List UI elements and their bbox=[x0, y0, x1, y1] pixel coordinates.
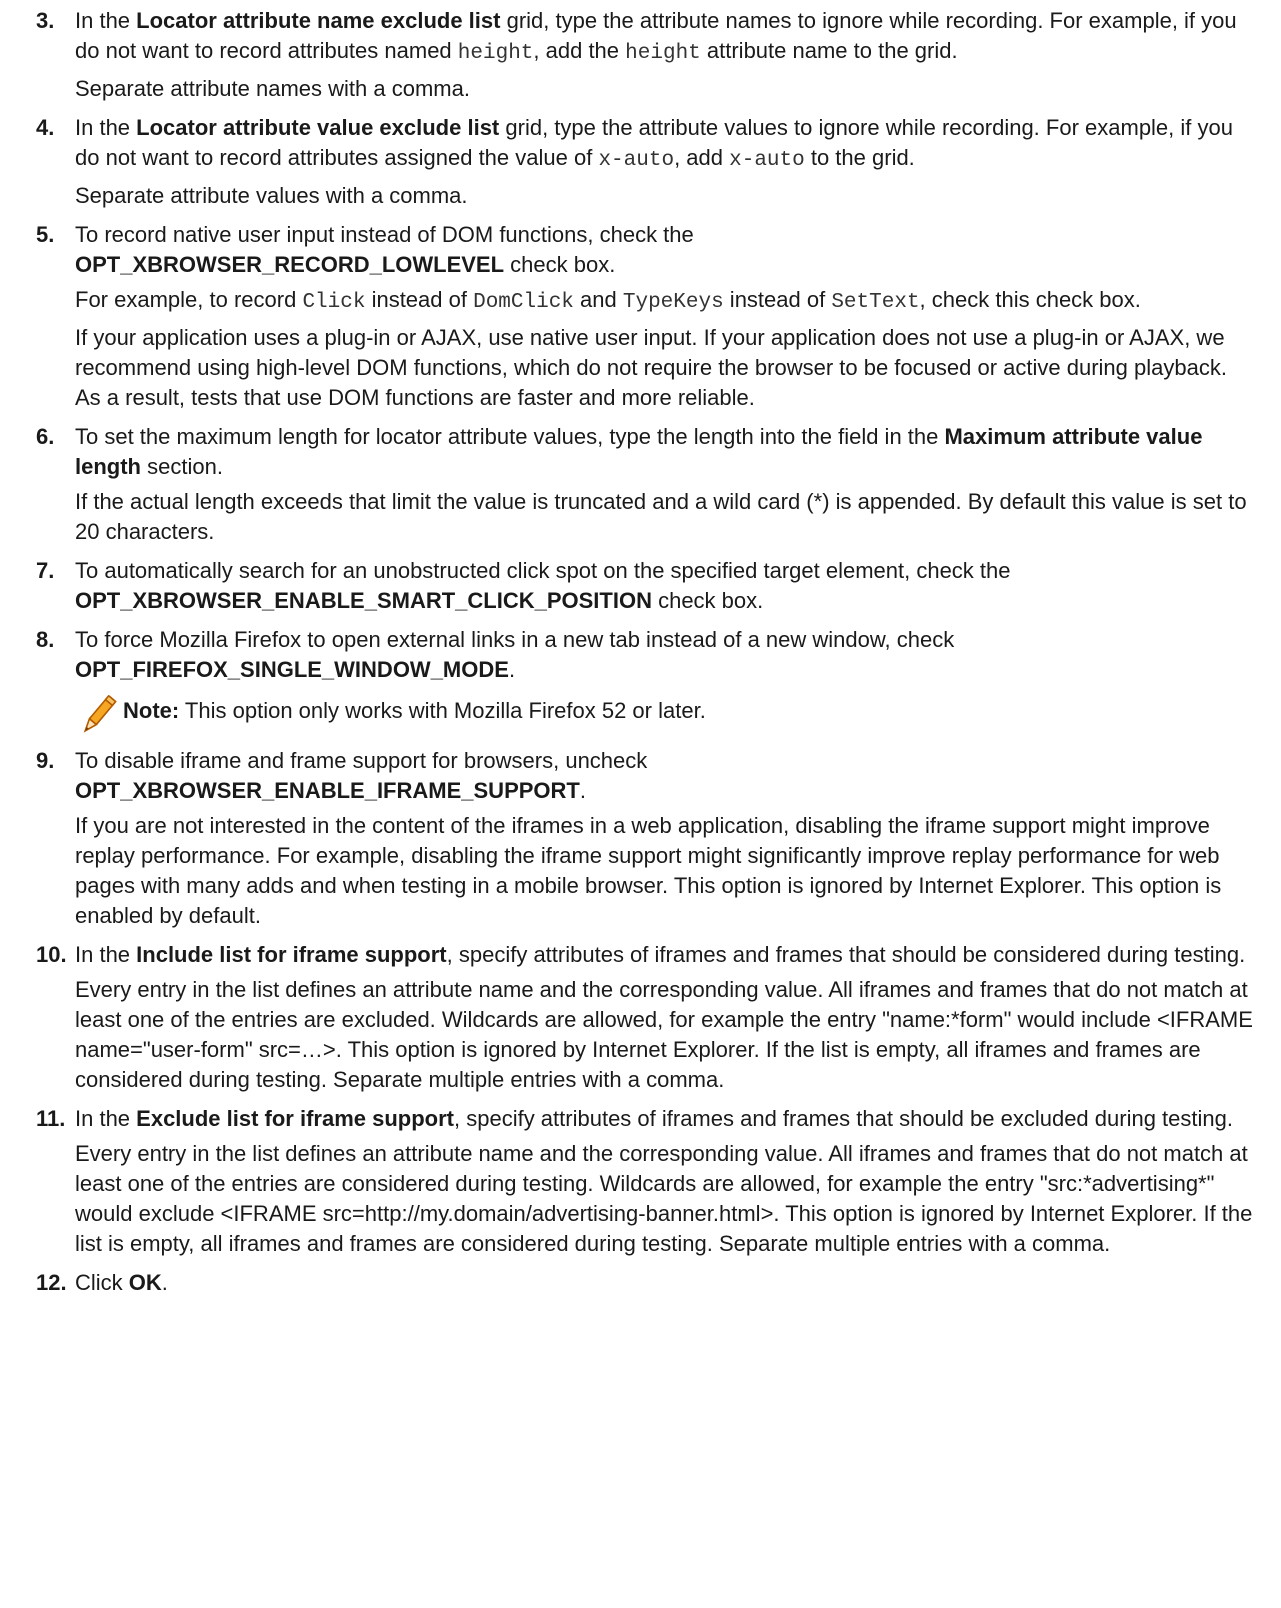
text-run: To automatically search for an unobstructed click spot on the specified target element, check the bbox=[75, 558, 1011, 583]
step-number: 6. bbox=[36, 424, 55, 449]
code-term: SetText bbox=[831, 291, 920, 314]
text-run: In the bbox=[75, 8, 137, 33]
step-item bbox=[36, 422, 1257, 547]
text-run: , add bbox=[674, 145, 730, 170]
text-run: and bbox=[573, 287, 623, 312]
step-paragraph bbox=[75, 487, 1257, 547]
text-run: . bbox=[579, 778, 586, 803]
bold-term: Note: bbox=[123, 698, 180, 723]
bold-term: Locator attribute name exclude list bbox=[136, 8, 501, 33]
step-item bbox=[36, 1268, 1257, 1298]
text-run: To force Mozilla Firefox to open external links in a new tab instead of a new window, check bbox=[75, 627, 955, 652]
step-paragraph bbox=[75, 181, 1257, 211]
step-paragraph bbox=[75, 1104, 1257, 1134]
code-term: height bbox=[457, 42, 534, 65]
step-paragraph bbox=[75, 746, 1257, 806]
bold-term: Maximum attribute value length bbox=[75, 424, 1203, 479]
code-term: DomClick bbox=[473, 291, 574, 314]
step-paragraph bbox=[75, 6, 1257, 69]
text-run: check box. bbox=[504, 252, 616, 277]
text-run: If you are not interested in the content of the iframes in a web application, disabling the iframe support might improve replay performance. For example, disabling the iframe support might significantly improve replay performance for web pages with many adds and when testing in a mobile browser. This option is ignored by Internet Explorer. This option is enabled by default. bbox=[75, 813, 1222, 928]
bold-term: Include list for iframe support bbox=[136, 942, 447, 967]
step-paragraph bbox=[75, 811, 1257, 931]
text-run: to the grid. bbox=[804, 145, 915, 170]
bold-term: OK bbox=[128, 1270, 162, 1295]
step-item bbox=[36, 625, 1257, 737]
step-paragraph bbox=[75, 74, 1257, 104]
text-run: attribute name to the grid. bbox=[700, 38, 958, 63]
text-run: section. bbox=[141, 454, 223, 479]
step-paragraph bbox=[75, 422, 1257, 482]
code-term: TypeKeys bbox=[622, 291, 724, 314]
step-paragraph bbox=[75, 285, 1257, 318]
text-run: . bbox=[161, 1270, 168, 1295]
step-number: 10. bbox=[36, 942, 67, 967]
text-run: If your application uses a plug-in or AJAX, use native user input. If your application does not use a plug-in or AJAX, we recommend using high-level DOM functions, which do not require the browser to be focused or active during playback. As a result, tests that use DOM functions are faster and more reliable. bbox=[75, 325, 1227, 410]
code-term: x-auto bbox=[729, 149, 805, 172]
text-run: grid, type the attribute values to ignore while recording. For example, if you do not want to record attributes assigned the value of bbox=[75, 115, 1233, 170]
text-run: , check this check box. bbox=[919, 287, 1141, 312]
text-run: This option only works with Mozilla Firefox 52 or later. bbox=[179, 698, 706, 723]
step-item bbox=[36, 6, 1257, 104]
text-run: instead of bbox=[365, 287, 474, 312]
text-run: If the actual length exceeds that limit the value is truncated and a wild card (*) is appended. By default this value is set to 20 characters. bbox=[75, 489, 1247, 544]
text-run: In the bbox=[75, 115, 137, 140]
code-term: height bbox=[625, 42, 701, 65]
step-item bbox=[36, 940, 1257, 1095]
text-run: In the bbox=[75, 942, 137, 967]
text-run: Separate attribute values with a comma. bbox=[75, 183, 468, 208]
step-number: 5. bbox=[36, 222, 55, 247]
step-paragraph bbox=[75, 1268, 1257, 1298]
text-run: For example, to record bbox=[75, 287, 303, 312]
text-run: check box. bbox=[651, 588, 764, 613]
text-run: , specify attributes of iframes and frames that should be excluded during testing. bbox=[454, 1106, 1233, 1131]
step-item bbox=[36, 113, 1257, 211]
text-run: To disable iframe and frame support for browsers, uncheck bbox=[75, 748, 648, 773]
text-run: Every entry in the list defines an attribute name and the corresponding value. All iframes and frames that do not match at least one of the entries are considered during testing. Wildcards are allowed, for example the entry "src:*advertising*" would exclude <IFRAME src=http://my.domain/advertising-banner.html>. This option is ignored by Internet Explorer. If the list is empty, all iframes and frames are considered during testing. Separate multiple entries with a comma. bbox=[75, 1141, 1253, 1256]
pencil-icon bbox=[77, 695, 117, 737]
bold-term: OPT_XBROWSER_ENABLE_IFRAME_SUPPORT bbox=[75, 778, 580, 803]
step-paragraph bbox=[75, 625, 1257, 685]
step-paragraph bbox=[75, 113, 1257, 176]
step-paragraph bbox=[75, 220, 1257, 280]
code-term: Click bbox=[302, 291, 366, 314]
text-run: instead of bbox=[723, 287, 832, 312]
text-run: To set the maximum length for locator attribute values, type the length into the field in the bbox=[75, 424, 945, 449]
step-number: 4. bbox=[36, 115, 55, 140]
text-run: , specify attributes of iframes and frames that should be considered during testing. bbox=[446, 942, 1246, 967]
text-run: Every entry in the list defines an attribute name and the corresponding value. All iframes and frames that do not match at least one of the entries are excluded. Wildcards are allowed, for example the entry "name:*form" would include <IFRAME name="user-form" src=…>. This option is ignored by Internet Explorer. If the list is empty, all iframes and frames are considered during testing. Separate multiple entries with a comma. bbox=[75, 977, 1253, 1092]
step-paragraph bbox=[75, 556, 1257, 616]
bold-term: OPT_FIREFOX_SINGLE_WINDOW_MODE bbox=[75, 657, 509, 682]
step-paragraph bbox=[75, 940, 1257, 970]
step-paragraph bbox=[75, 323, 1257, 413]
step-paragraph bbox=[75, 975, 1257, 1095]
step-item bbox=[36, 220, 1257, 413]
step-item bbox=[36, 746, 1257, 931]
step-number: 3. bbox=[36, 8, 55, 33]
step-paragraph bbox=[75, 1139, 1257, 1259]
text-run: Click bbox=[75, 1270, 129, 1295]
text-run: grid, type the attribute names to ignore while recording. For example, if you do not want to record attributes named bbox=[75, 8, 1237, 63]
text-run: To record native user input instead of DOM functions, check the bbox=[75, 222, 694, 247]
step-item bbox=[36, 1104, 1257, 1259]
bold-term: Exclude list for iframe support bbox=[136, 1106, 454, 1131]
step-number: 11. bbox=[36, 1106, 66, 1131]
step-number: 7. bbox=[36, 558, 55, 583]
bold-term: OPT_XBROWSER_RECORD_LOWLEVEL bbox=[75, 252, 505, 277]
text-run: . bbox=[508, 657, 516, 682]
step-number: 9. bbox=[36, 748, 55, 773]
note-text bbox=[123, 693, 706, 726]
step-item bbox=[36, 556, 1257, 616]
text-run: Separate attribute names with a comma. bbox=[75, 76, 470, 101]
note-callout bbox=[75, 693, 1257, 737]
step-number: 12. bbox=[36, 1270, 67, 1295]
bold-term: Locator attribute value exclude list bbox=[136, 115, 500, 140]
code-term: x-auto bbox=[598, 149, 675, 172]
step-number: 8. bbox=[36, 627, 55, 652]
text-run: In the bbox=[75, 1106, 137, 1131]
bold-term: OPT_XBROWSER_ENABLE_SMART_CLICK_POSITION bbox=[75, 588, 652, 613]
text-run: , add the bbox=[533, 38, 626, 63]
